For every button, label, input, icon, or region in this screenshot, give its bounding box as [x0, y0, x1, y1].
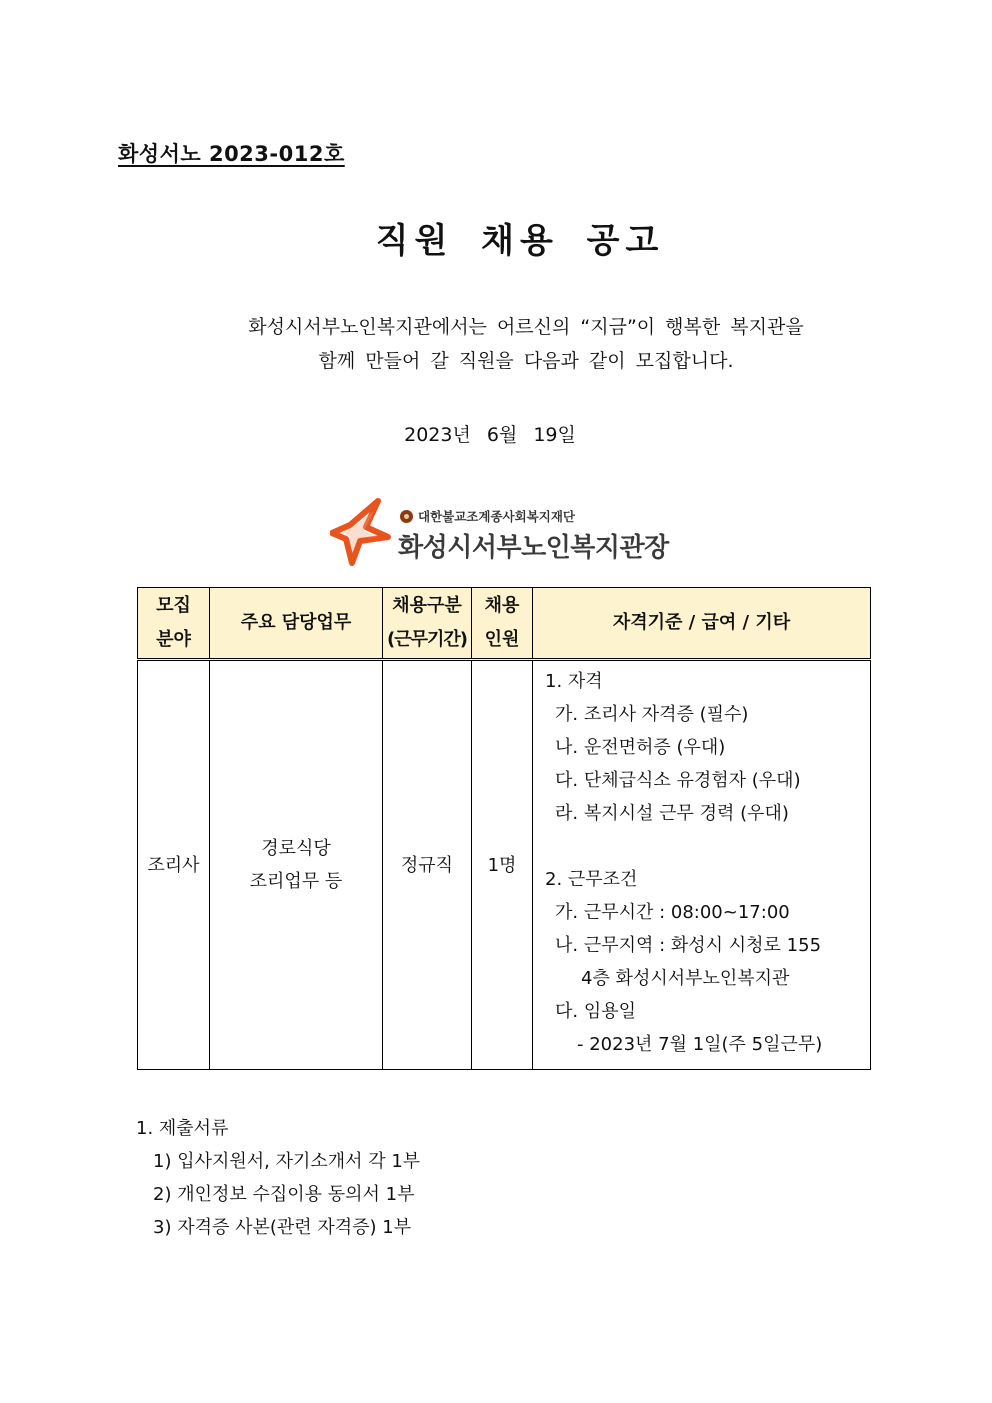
- req-item: 나. 운전면허증 (우대): [555, 737, 726, 758]
- header-type-line-2: (근무기간): [386, 629, 467, 650]
- organization-logo: [330, 497, 669, 567]
- header-type: [383, 588, 472, 660]
- list-item: 2) 개인정보 수집이용 동의서 1부: [153, 1184, 415, 1205]
- star-logo-icon: [330, 497, 392, 567]
- req-item: 다. 임용일: [555, 1001, 636, 1022]
- intro-line-2: 함께 만들어 갈 직원을 다음과 같이 모집합니다.: [318, 350, 734, 372]
- req-item: 다. 단체급식소 유경험자 (우대): [555, 770, 801, 791]
- recruitment-table: [137, 587, 871, 1070]
- list-item: 3) 자격증 사본(관련 자격증) 1부: [153, 1217, 412, 1238]
- announcement-date: 2023년 6월 19일: [404, 424, 576, 446]
- header-count: [472, 588, 533, 660]
- header-field-line-2: 분야: [156, 629, 191, 650]
- document-number: 화성서노 2023-012호: [118, 142, 345, 166]
- req-item: 나. 근무지역 : 화성시 시청로 155: [555, 935, 822, 956]
- req-qualification-heading: 1. 자격: [545, 671, 603, 692]
- req-item-continued: 4층 화성시서부노인복지관: [581, 968, 790, 989]
- cell-requirements: [533, 660, 871, 1070]
- cell-type: 정규직: [383, 660, 472, 1070]
- logo-org-name: [400, 507, 575, 525]
- header-requirements: 자격기준 / 급여 / 기타: [533, 588, 871, 660]
- list-item: 1) 입사지원서, 자기소개서 각 1부: [153, 1151, 421, 1172]
- req-spacer: [545, 830, 870, 863]
- header-field: [138, 588, 210, 660]
- logo-welfare-center-name: 화성시서부노인복지관장: [398, 533, 669, 563]
- seal-icon: [400, 510, 413, 523]
- cell-count: 1명: [472, 660, 533, 1070]
- logo-org-text: 대한불교조계종사회복지재단: [418, 509, 575, 524]
- header-field-line-1: 모집: [156, 595, 191, 616]
- req-item: 가. 근무시간 : 08:00~17:00: [555, 902, 790, 923]
- header-duty: 주요 담당업무: [210, 588, 383, 660]
- submission-documents: [136, 1112, 420, 1244]
- table-header-row: [138, 588, 871, 660]
- cell-duty-line-2: 조리업무 등: [249, 871, 343, 892]
- cell-field: 조리사: [138, 660, 210, 1070]
- header-count-line-2: 인원: [484, 629, 520, 650]
- page-title: 직원 채용 공고: [375, 221, 665, 261]
- header-count-line-1: 채용: [484, 595, 520, 616]
- cell-duty-line-1: 경로식당: [261, 838, 331, 859]
- req-item: 가. 조리사 자격증 (필수): [555, 704, 749, 725]
- req-conditions-heading: 2. 근무조건: [545, 869, 638, 890]
- header-type-line-1: 채용구분: [392, 595, 462, 616]
- documents-heading: 1. 제출서류: [136, 1118, 229, 1139]
- table-row: [138, 660, 871, 1070]
- intro-paragraph: [0, 310, 992, 378]
- cell-duty: [210, 660, 383, 1070]
- req-item: 라. 복지시설 근무 경력 (우대): [555, 803, 789, 824]
- intro-line-1: 화성시서부노인복지관에서는 어르신의 “지금”이 행복한 복지관을: [248, 316, 804, 338]
- req-item-continued: - 2023년 7월 1일(주 5일근무): [577, 1034, 823, 1055]
